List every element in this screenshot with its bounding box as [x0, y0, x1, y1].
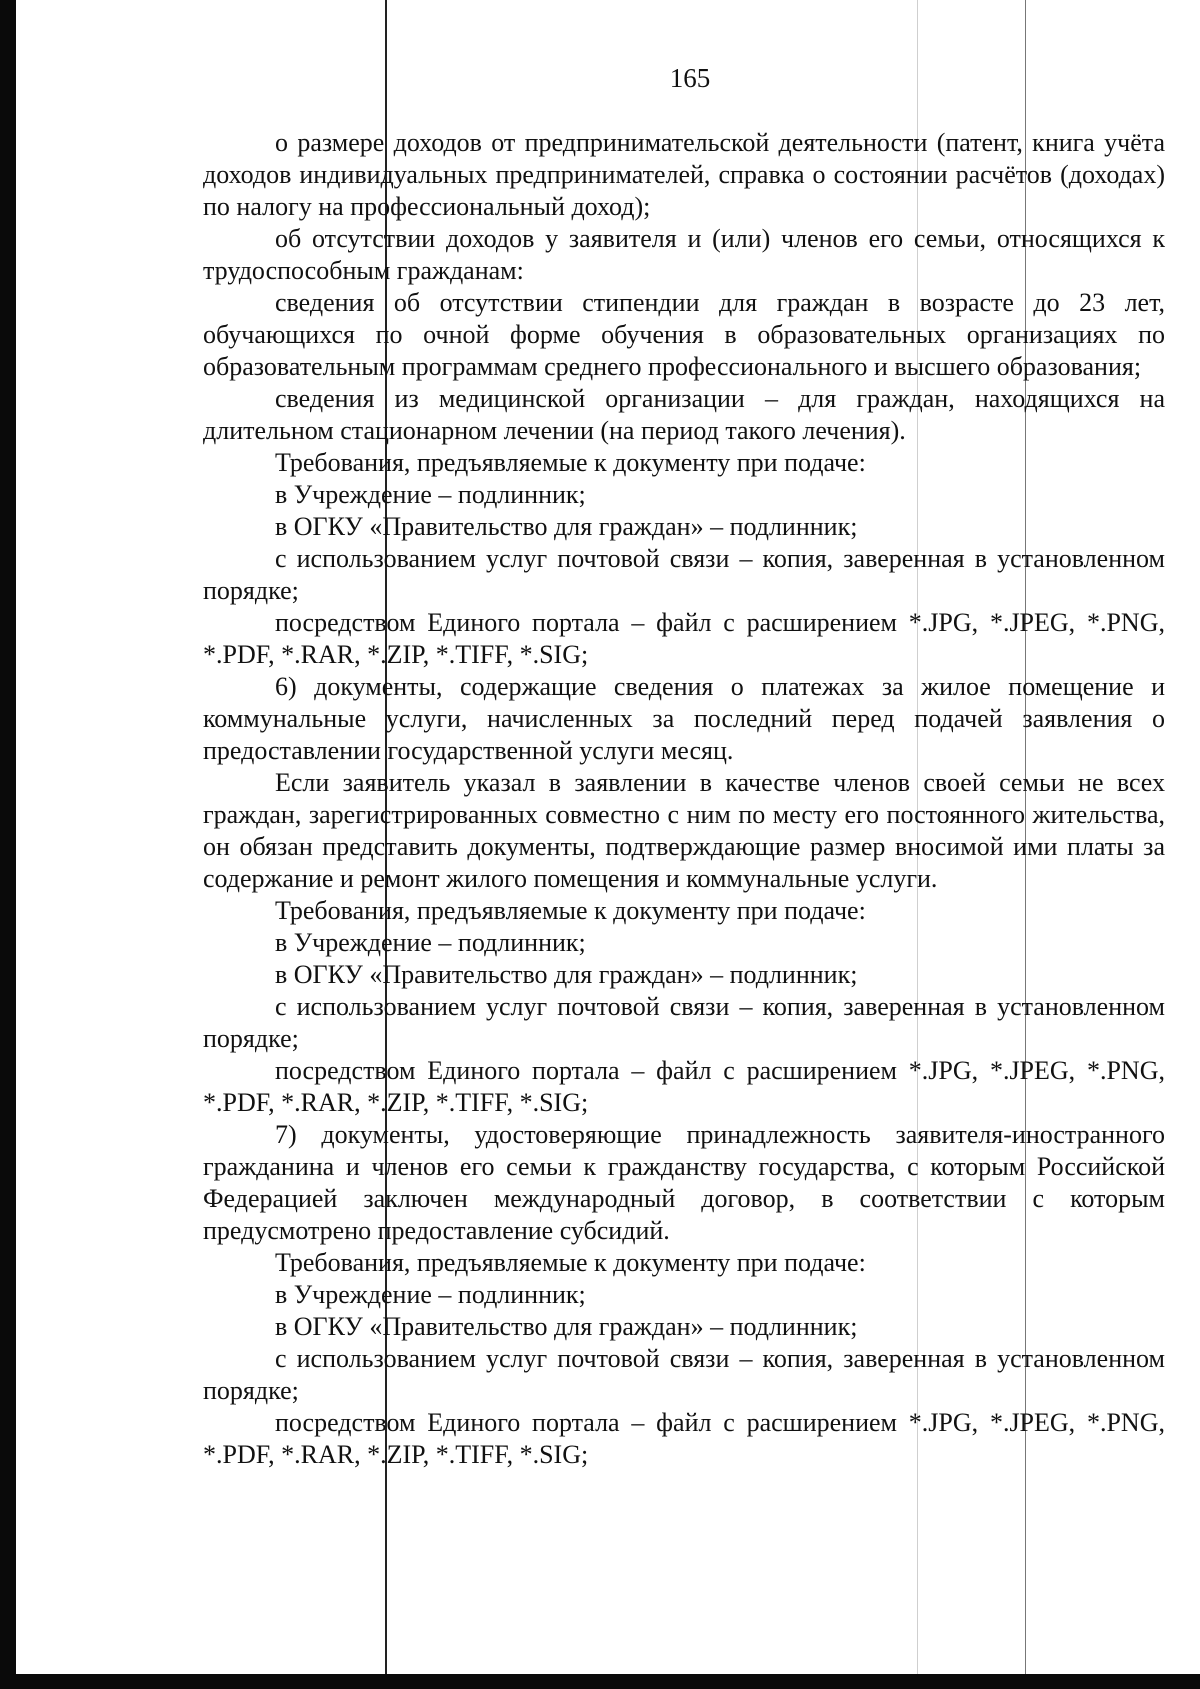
requirement-item: с использованием услуг почтовой связи – копия, заверенная в установленном порядке;	[203, 1344, 1165, 1405]
requirements-heading: Требования, предъявляемые к документу при подаче:	[275, 896, 866, 925]
paragraph: 6) документы, содержащие сведения о платежах за жилое помещение и коммунальные услуги, начисленных за последний перед подачей заявления о предоставлении государственной услуги месяц.	[203, 672, 1165, 765]
paragraph: о размере доходов от предпринимательской деятельности (патент, книга учёта доходов индивидуальных предпринимателей, справка о состоянии расчётов (доходах) по налогу на профессиональный доход);	[203, 128, 1165, 221]
requirement-item: с использованием услуг почтовой связи – копия, заверенная в установленном порядке;	[203, 992, 1165, 1053]
paragraph: 7) документы, удостоверяющие принадлежность заявителя-иностранного гражданина и членов его семьи к гражданству государства, с которым Российской Федерацией заключен международный договор, в соответствии с которым предусмотрено предоставление субсидий.	[203, 1120, 1165, 1245]
requirement-item: в ОГКУ «Правительство для граждан» – подлинник;	[275, 1312, 858, 1341]
requirement-item: в Учреждение – подлинник;	[275, 480, 586, 509]
requirement-item: с использованием услуг почтовой связи – копия, заверенная в установленном порядке;	[203, 544, 1165, 605]
requirement-item: в ОГКУ «Правительство для граждан» – подлинник;	[275, 512, 858, 541]
requirement-item: посредством Единого портала – файл с расширением *.JPG, *.JPEG, *.PNG, *.PDF, *.RAR, *.ZIP, *.TIFF, *.SIG;	[203, 1408, 1165, 1469]
requirement-item: посредством Единого портала – файл с расширением *.JPG, *.JPEG, *.PNG, *.PDF, *.RAR, *.ZIP, *.TIFF, *.SIG;	[203, 1056, 1165, 1117]
requirement-item: в Учреждение – подлинник;	[275, 1280, 586, 1309]
requirement-item: в Учреждение – подлинник;	[275, 928, 586, 957]
requirement-item: посредством Единого портала – файл с расширением *.JPG, *.JPEG, *.PNG, *.PDF, *.RAR, *.ZIP, *.TIFF, *.SIG;	[203, 608, 1165, 669]
paragraph: сведения об отсутствии стипендии для граждан в возрасте до 23 лет, обучающихся по очной форме обучения в образовательных организациях по образовательным программам среднего профессионального и высшего образования;	[203, 288, 1165, 381]
requirement-item: в ОГКУ «Правительство для граждан» – подлинник;	[275, 960, 858, 989]
page-number: 165	[669, 63, 711, 93]
requirements-heading: Требования, предъявляемые к документу при подаче:	[275, 448, 866, 477]
paragraph: сведения из медицинской организации – для граждан, находящихся на длительном стационарном лечении (на период такого лечения).	[203, 384, 1165, 445]
document-body	[203, 127, 1165, 1471]
scan-border-bottom	[0, 1674, 1200, 1689]
scan-border-left	[0, 0, 16, 1675]
paragraph: Если заявитель указал в заявлении в качестве членов своей семьи не всех граждан, зарегистрированных совместно с ним по месту его постоянного жительства, он обязан представить документы, подтверждающие размер вносимой ими платы за содержание и ремонт жилого помещения и коммунальные услуги.	[203, 768, 1165, 893]
requirements-heading: Требования, предъявляемые к документу при подаче:	[275, 1248, 866, 1277]
paragraph: об отсутствии доходов у заявителя и (или) членов его семьи, относящихся к трудоспособным гражданам:	[203, 224, 1165, 285]
